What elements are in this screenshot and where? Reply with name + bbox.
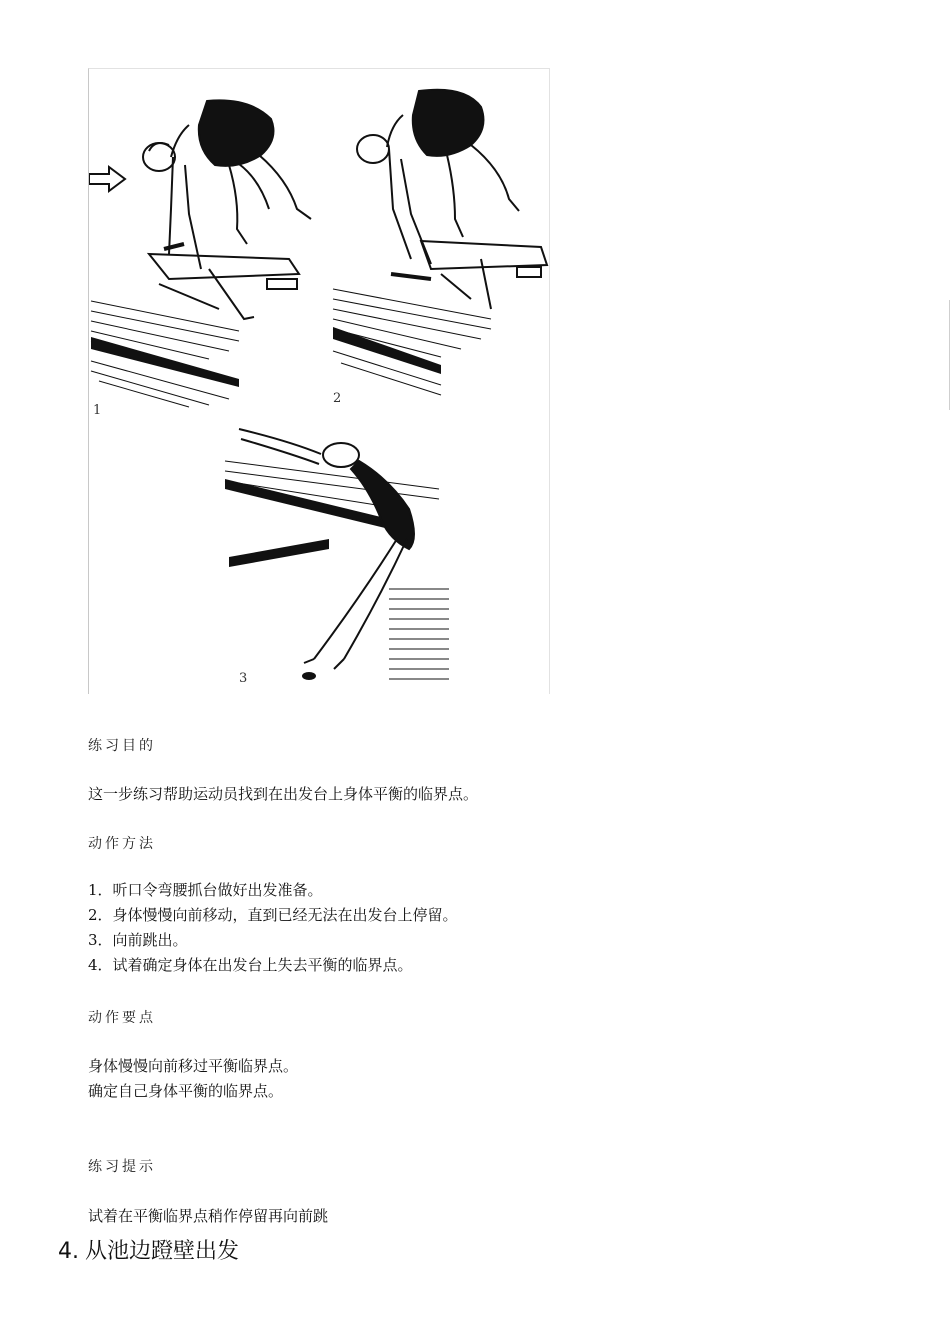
method-step: 4．试着确定身体在出发台上失去平衡的临界点。 bbox=[88, 956, 413, 974]
tips-heading: 练习提示 bbox=[88, 1159, 156, 1175]
keypoint-line: 确定自己身体平衡的临界点。 bbox=[88, 1082, 284, 1100]
next-section-title bbox=[58, 1234, 239, 1265]
tips-text: 试着在平衡临界点稍作停留再向前跳 bbox=[88, 1207, 329, 1225]
illustration-figure bbox=[88, 68, 550, 694]
figure-label-1: 1 bbox=[93, 403, 102, 418]
keypoints-heading: 动作要点 bbox=[88, 1010, 156, 1026]
method-step: 2．身体慢慢向前移动，直到已经无法在出发台上停留。 bbox=[88, 906, 458, 924]
purpose-heading: 练习目的 bbox=[88, 738, 156, 754]
method-step: 1．听口令弯腰抓台做好出发准备。 bbox=[88, 881, 323, 899]
section-number: 4. bbox=[58, 1239, 79, 1264]
keypoint-line: 身体慢慢向前移过平衡临界点。 bbox=[88, 1057, 299, 1075]
method-steps bbox=[88, 878, 458, 978]
swim-start-illustration bbox=[89, 69, 551, 695]
panel-3-drawing bbox=[225, 429, 449, 679]
method-step: 3．向前跳出。 bbox=[88, 931, 188, 949]
panel-2-drawing bbox=[333, 90, 547, 395]
figure-label-3: 3 bbox=[239, 671, 248, 686]
figure-label-2: 2 bbox=[333, 391, 342, 406]
section-title-text: 从池边蹬壁出发 bbox=[85, 1239, 240, 1264]
purpose-text: 这一步练习帮助运动员找到在出发台上身体平衡的临界点。 bbox=[88, 785, 479, 803]
panel-1-drawing bbox=[89, 100, 311, 407]
method-heading: 动作方法 bbox=[88, 836, 156, 852]
